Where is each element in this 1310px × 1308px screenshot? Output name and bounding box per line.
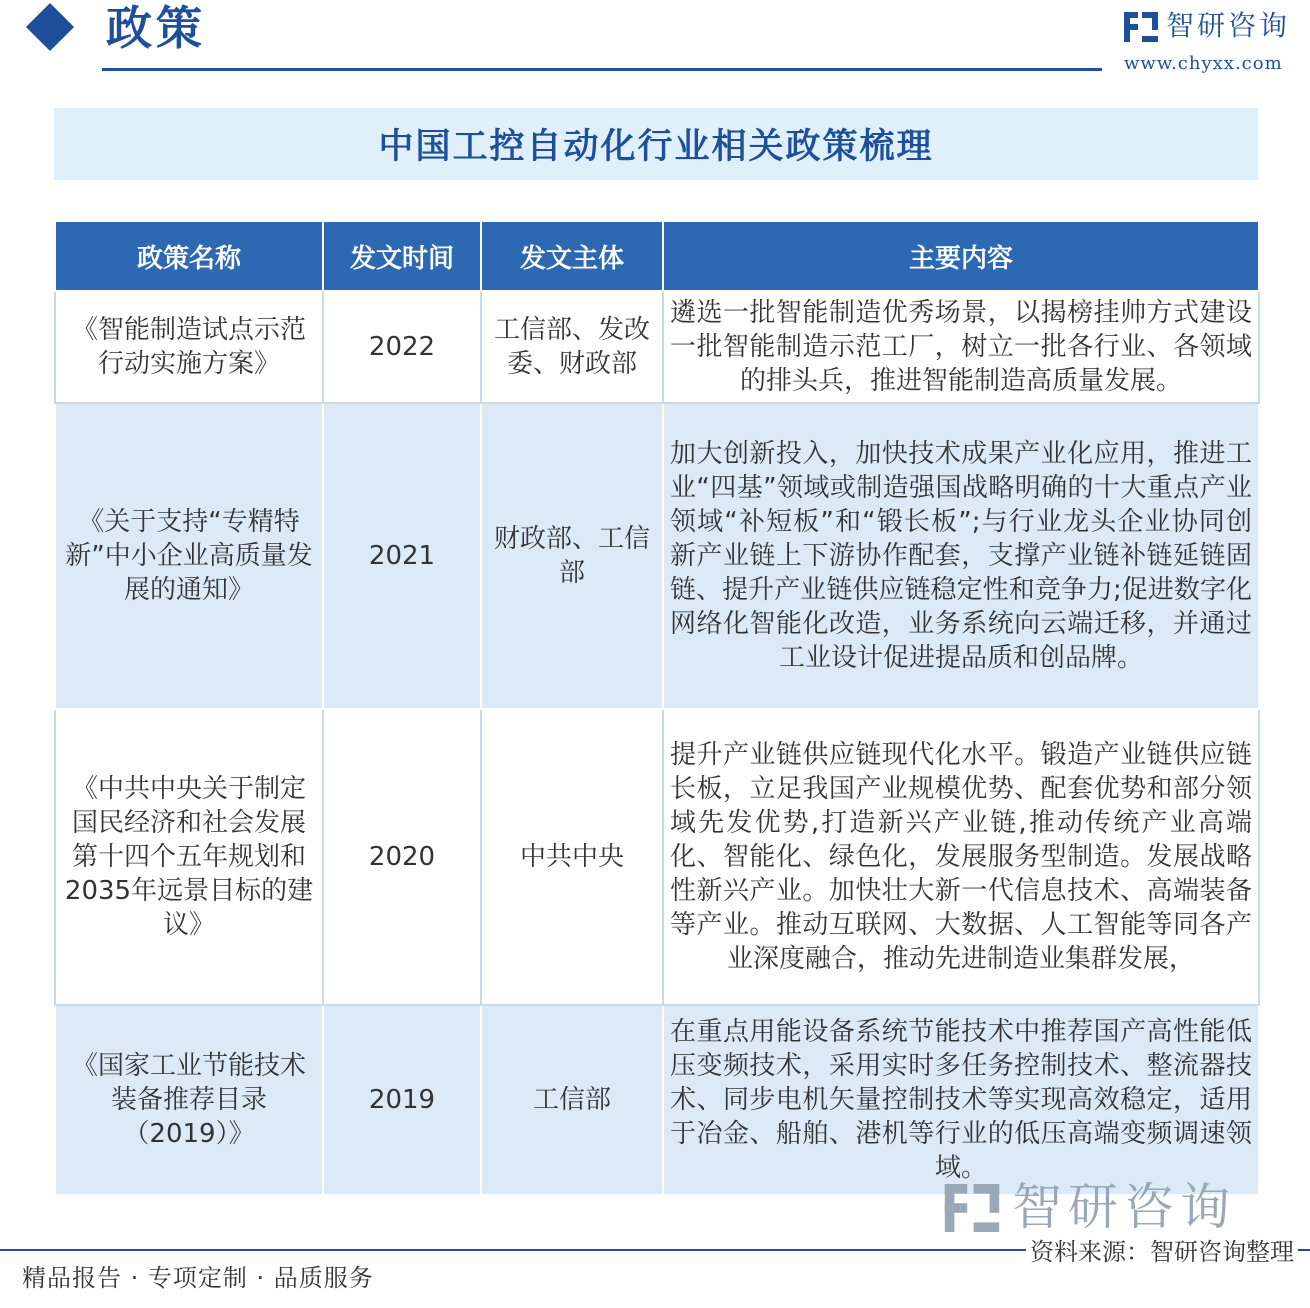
issuer-cell: 工信部、发改委、财政部 <box>481 291 663 403</box>
issuer-cell: 中共中央 <box>481 709 663 1005</box>
column-header-issue-date: 发文时间 <box>323 221 481 291</box>
brand-logo-icon <box>1124 12 1158 42</box>
watermark-logo-icon <box>944 1184 1000 1232</box>
section-title: 政策 <box>106 1 206 55</box>
column-header-policy-name: 政策名称 <box>55 221 323 291</box>
watermark-brand: 智研咨询 <box>1012 1178 1236 1236</box>
policy-name-cell: 《智能制造试点示范行动实施方案》 <box>55 291 323 403</box>
policy-name-cell: 《国家工业节能技术装备推荐目录（2019）》 <box>55 1005 323 1195</box>
table-row <box>55 403 1259 709</box>
header-divider <box>102 68 1102 71</box>
table-title: 中国工控自动化行业相关政策梳理 <box>378 127 934 167</box>
policy-table <box>54 220 1260 1196</box>
footer-tagline: 精品报告 · 专项定制 · 品质服务 <box>22 1264 374 1292</box>
data-source: 资料来源：智研咨询整理 <box>1026 1236 1298 1268</box>
content-cell: 提升产业链供应链现代化水平。锻造产业链供应链长板，立足我国产业规模优势、配套优势和部分领域先发优势,打造新兴产业链,推动传统产业高端化、智能化、绿色化，发展服务型制造。发展战略性新兴产业。加快壮大新一代信息技术、高端装备等产业。推动互联网、大数据、人工智能等同各产业深度融合，推动先进制造业集群发展， <box>663 709 1259 1005</box>
policy-name-cell: 《中共中央关于制定国民经济和社会发展第十四个五年规划和2035年远景目标的建议》 <box>55 709 323 1005</box>
table-header-row <box>55 221 1259 291</box>
issue-year-cell: 2020 <box>323 709 481 1005</box>
issue-year-cell: 2019 <box>323 1005 481 1195</box>
issue-year-cell: 2021 <box>323 403 481 709</box>
table-row <box>55 1005 1259 1195</box>
brand-name: 智研咨询 <box>1166 9 1291 42</box>
brand-url[interactable]: www.chyxx.com <box>1124 53 1283 74</box>
policy-name-cell: 《关于支持“专精特新”中小企业高质量发展的通知》 <box>55 403 323 709</box>
table-row <box>55 291 1259 403</box>
title-banner <box>54 108 1258 180</box>
column-header-main-content: 主要内容 <box>663 221 1259 291</box>
column-header-issuer: 发文主体 <box>481 221 663 291</box>
content-cell: 加大创新投入，加快技术成果产业化应用，推进工业“四基”领域或制造强国战略明确的十大重点产业领域“补短板”和“锻长板”;与行业龙头企业协同创新产业链上下游协作配套，支撑产业链补链延链固链、提升产业链供应链稳定性和竞争力;促进数字化网络化智能化改造，业务系统向云端迁移，并通过工业设计促进提品质和创品牌。 <box>663 403 1259 709</box>
issuer-cell: 工信部 <box>481 1005 663 1195</box>
section-diamond-icon <box>26 3 74 51</box>
table-row <box>55 709 1259 1005</box>
content-cell: 在重点用能设备系统节能技术中推荐国产高性能低压变频技术，采用实时多任务控制技术、整流器技术、同步电机矢量控制技术等实现高效稳定，适用于冶金、船舶、港机等行业的低压高端变频调速领域。 <box>663 1005 1259 1195</box>
content-cell: 遴选一批智能制造优秀场景，以揭榜挂帅方式建设一批智能制造示范工厂，树立一批各行业、各领域的排头兵，推进智能制造高质量发展。 <box>663 291 1259 403</box>
issuer-cell: 财政部、工信部 <box>481 403 663 709</box>
issue-year-cell: 2022 <box>323 291 481 403</box>
